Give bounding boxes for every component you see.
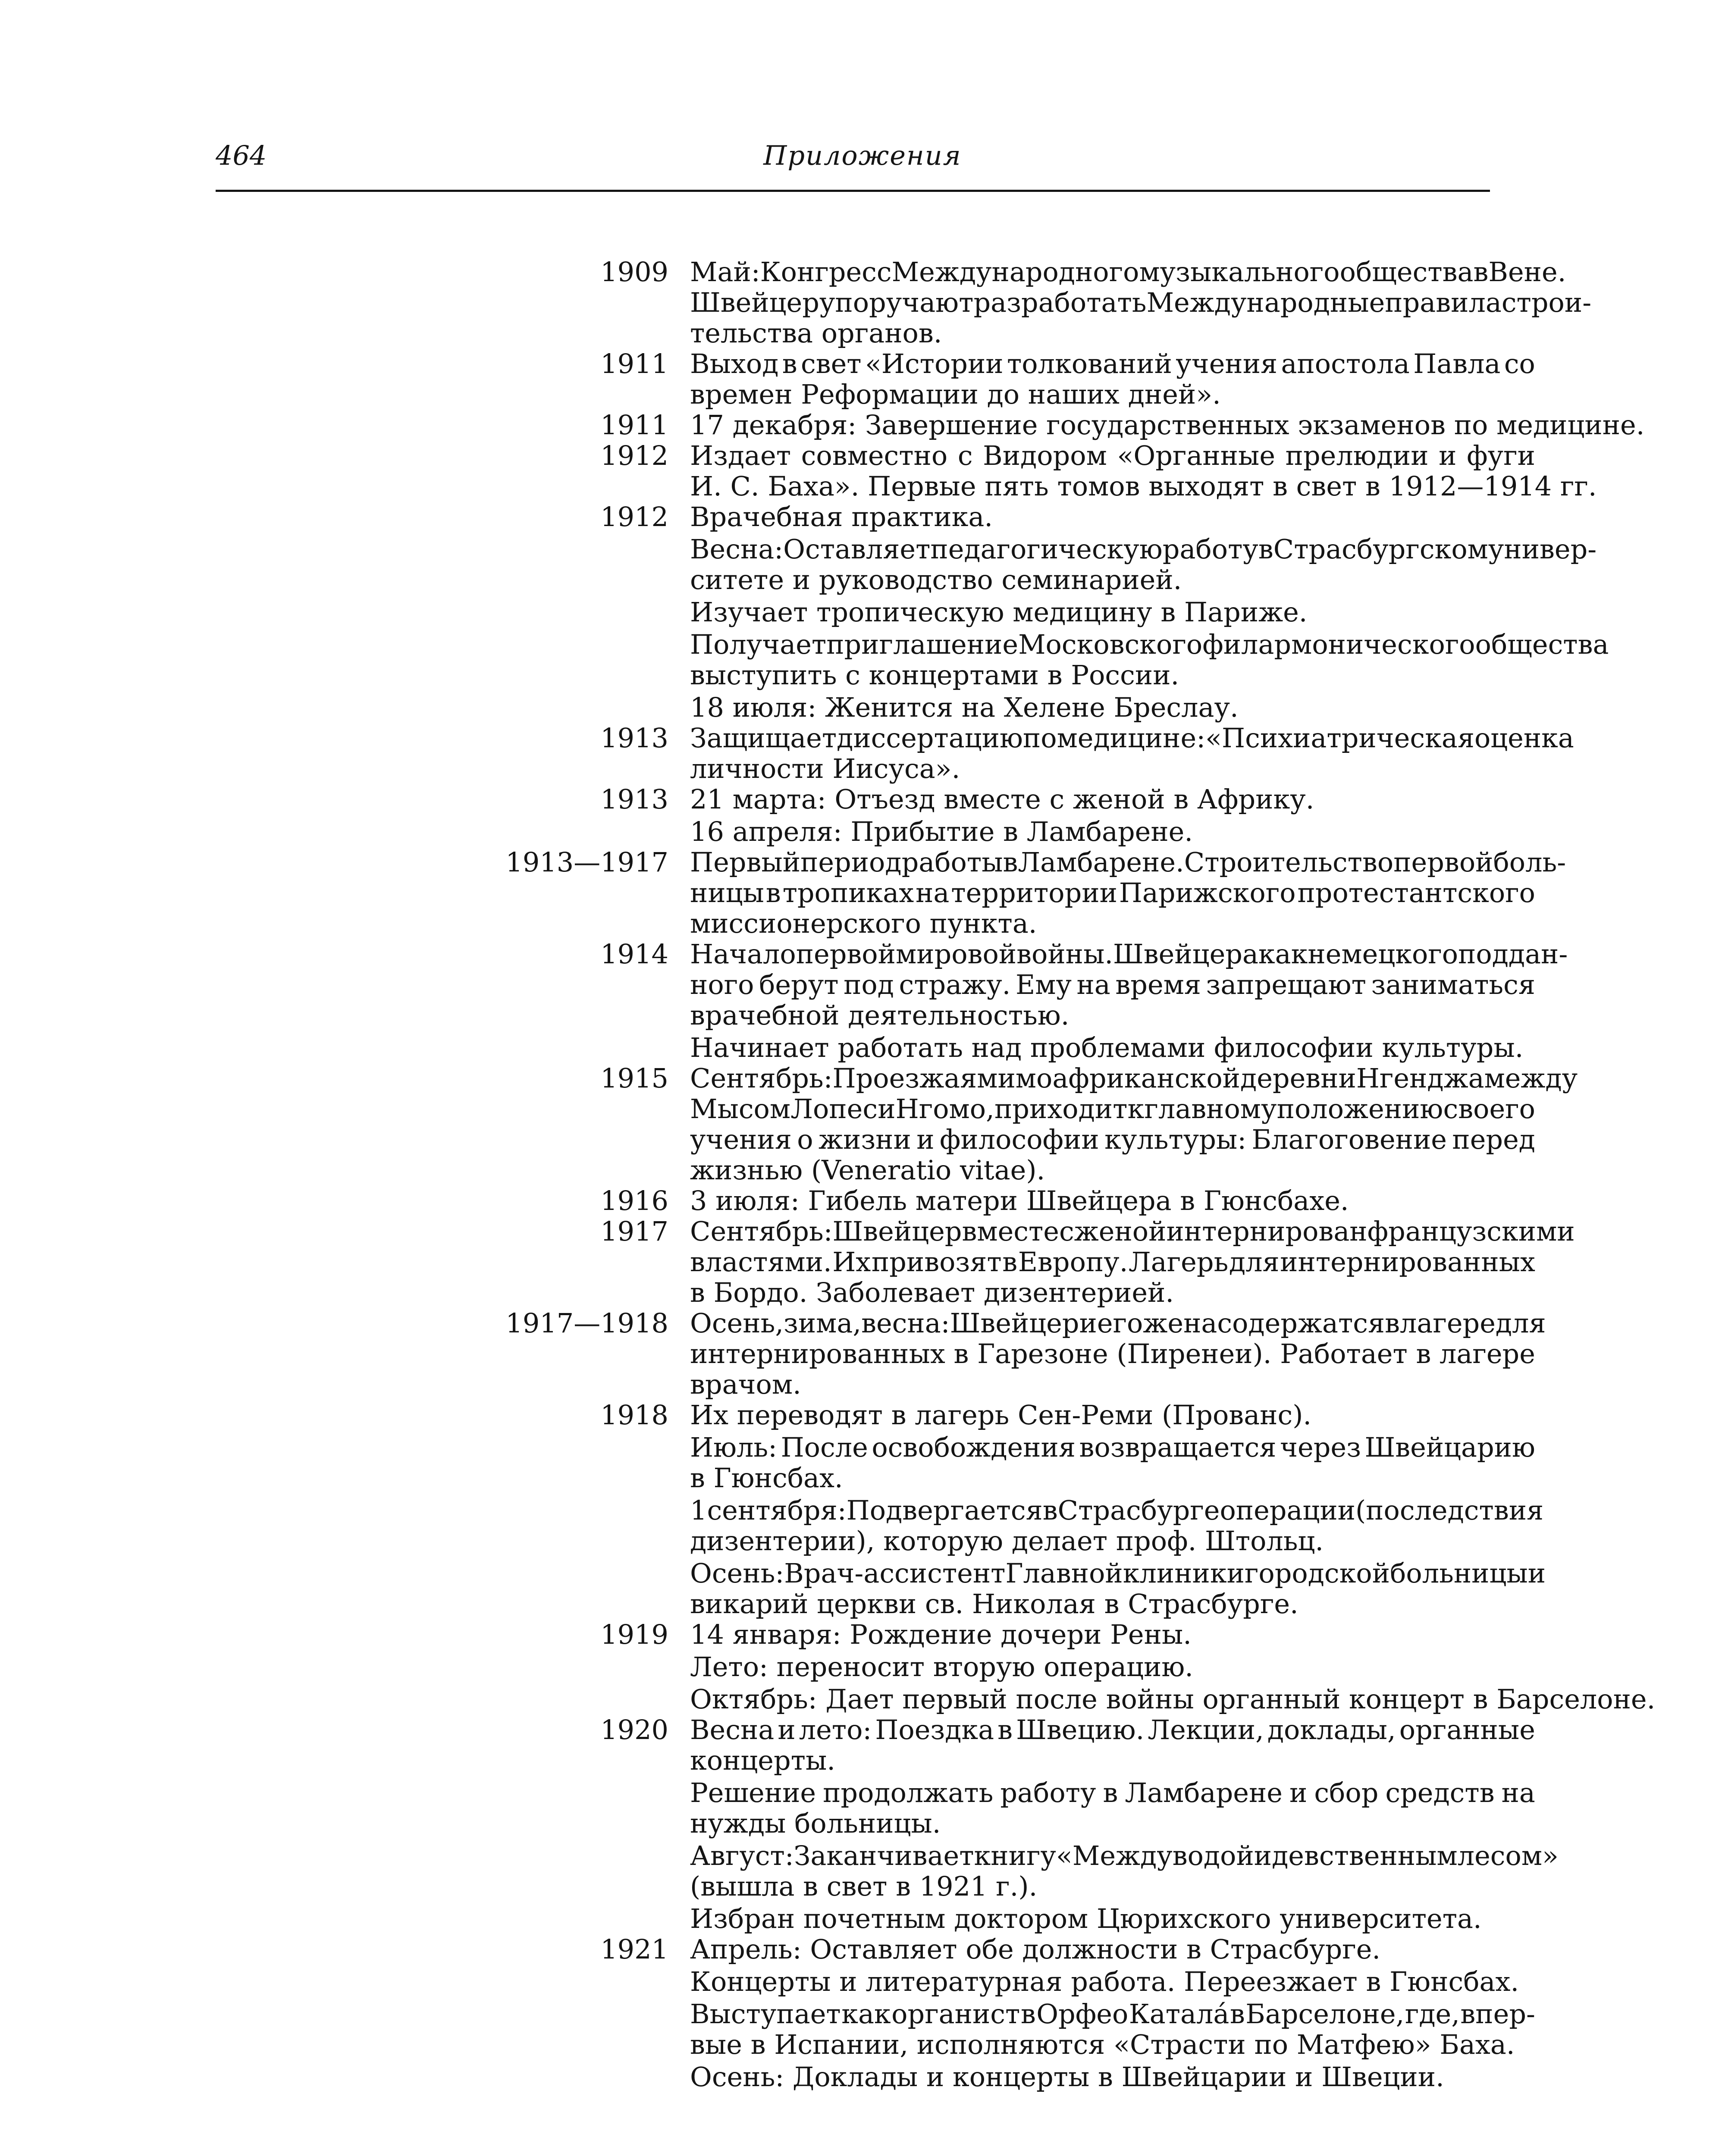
- text-line: Начинает работать над проблемами философии культуры.: [690, 1032, 1524, 1063]
- entry-year: 1913: [600, 722, 668, 754]
- entry-paragraph: [690, 1714, 1535, 1776]
- running-title: Приложения: [763, 140, 962, 171]
- chronology-entry: [259, 256, 1592, 349]
- text-line: интернированных в Гарезоне (Пиренеи). Работает в лагере: [690, 1338, 1535, 1369]
- entry-paragraph: [690, 1307, 1546, 1400]
- entry-paragraph: [690, 597, 1535, 627]
- text-line: 1 сентября: Подвергается в Страсбурге операции (последствия: [690, 1495, 1544, 1526]
- page-number: 464: [216, 140, 267, 171]
- entry-text: [690, 1934, 1535, 2092]
- chronology-entry: [259, 1714, 1559, 1934]
- entry-text: [690, 256, 1592, 349]
- text-line: И. С. Баха». Первые пять томов выходят в свет в 1912—1914 гг.: [690, 470, 1597, 502]
- entry-text: [690, 938, 1568, 1063]
- text-line: Осень: Доклады и концерты в Швейцарии и Швеции.: [690, 2061, 1444, 2093]
- text-line: Осень, зима, весна: Швейцер и его жена содержатся в лагере для: [690, 1307, 1546, 1339]
- entry-paragraph: [690, 1495, 1544, 1557]
- entry-text: [690, 1185, 1535, 1216]
- entry-text: [690, 1216, 1575, 1308]
- text-line: Май: Конгресс Международного музыкального общества в Вене.: [690, 256, 1566, 288]
- entry-year: 1920: [600, 1714, 668, 1745]
- text-line: Швейцеру поручают разработать Международные правила строи-: [690, 287, 1592, 318]
- chronology-entry: [259, 938, 1568, 1063]
- entry-text: [690, 722, 1574, 784]
- chronology-entry: [259, 440, 1597, 502]
- text-line: учения о жизни и философии культуры: Благоговение перед: [690, 1124, 1535, 1155]
- entry-paragraph: [690, 1777, 1535, 1839]
- entry-paragraph: [690, 1432, 1535, 1493]
- text-line: ницы в тропиках на территории Парижского протестантского: [690, 877, 1535, 909]
- text-line: Осень: Врач-ассистент Главной клиники городской больницы и: [690, 1557, 1546, 1589]
- entry-paragraph: [690, 938, 1568, 1031]
- text-line: Начало первой мировой войны. Швейцера как немецкого поддан-: [690, 938, 1568, 970]
- entry-paragraph: [690, 1400, 1535, 1430]
- entry-text: [690, 784, 1535, 847]
- text-line: тельства органов.: [690, 317, 942, 349]
- entry-paragraph: [690, 1185, 1535, 1216]
- text-line: ситете и руководство семинарией.: [690, 564, 1182, 595]
- text-line: Получает приглашение Московского филармонического общества: [690, 629, 1609, 660]
- entry-text: [690, 440, 1597, 502]
- chronology-entry: [259, 348, 1535, 410]
- entry-year: 1913: [600, 783, 668, 815]
- entry-year: 1915: [600, 1062, 668, 1094]
- text-line: Выступает как органист в Орфео Катала́ в Барселоне, где, впер-: [690, 1998, 1535, 2030]
- entry-paragraph: [690, 1903, 1535, 1934]
- entry-year: 1919: [600, 1619, 668, 1650]
- text-line: властями. Их привозят в Европу. Лагерь для интернированных: [690, 1246, 1535, 1278]
- text-line: 18 июля: Женится на Хелене Бреслау.: [690, 692, 1239, 723]
- text-line: Мысом Лопес и Нгомо, приходит к главному положению своего: [690, 1093, 1535, 1125]
- chronology-list: [259, 256, 1656, 2093]
- entry-paragraph: [690, 1683, 1656, 1715]
- entry-paragraph: [690, 440, 1597, 502]
- entry-paragraph: [690, 533, 1597, 595]
- entry-year: 1918: [600, 1399, 668, 1431]
- chronology-entry: [259, 501, 1609, 723]
- text-line: Апрель: Оставляет обе должности в Страсбурге.: [690, 1934, 1381, 1965]
- text-line: Сентябрь: Швейцер вместе с женой интернирован французскими: [690, 1216, 1575, 1247]
- entry-paragraph: [690, 1999, 1535, 2060]
- entry-paragraph: [690, 1032, 1535, 1063]
- entry-year: 1921: [600, 1934, 668, 1965]
- chronology-entry: [259, 1307, 1546, 1400]
- text-line: врачебной деятельностью.: [690, 1000, 1070, 1031]
- text-line: врачом.: [690, 1369, 801, 1400]
- chronology-entry: [259, 1934, 1535, 2092]
- text-line: Концерты и литературная работа. Переезжает в Гюнсбах.: [690, 1966, 1519, 1997]
- entry-paragraph: [690, 256, 1592, 349]
- text-line: Октябрь: Дает первый после войны органный концерт в Барселоне.: [690, 1683, 1656, 1715]
- entry-paragraph: [690, 409, 1645, 441]
- entry-paragraph: [690, 1619, 1535, 1650]
- text-line: (вышла в свет в 1921 г.).: [690, 1871, 1038, 1902]
- text-line: Решение продолжать работу в Ламбарене и сбор средств на: [690, 1777, 1535, 1808]
- text-line: Первый период работы в Ламбарене. Строительство первой боль-: [690, 846, 1566, 878]
- text-line: Изучает тропическую медицину в Париже.: [690, 596, 1308, 628]
- text-line: Весна и лето: Поездка в Швецию. Лекции, доклады, органные: [690, 1714, 1535, 1745]
- entry-text: [690, 409, 1645, 441]
- text-line: Защищает диссертацию по медицине: «Психиатрическая оценка: [690, 722, 1574, 754]
- text-line: в Гюнсбах.: [690, 1462, 843, 1494]
- text-line: жизнью (Veneratio vitae).: [690, 1154, 1045, 1186]
- entry-paragraph: [690, 846, 1566, 939]
- entry-year: 1912: [600, 501, 668, 533]
- entry-paragraph: [690, 1840, 1559, 1902]
- text-line: Издает совместно с Видором «Органные прелюдии и фуги: [690, 440, 1535, 471]
- entry-paragraph: [690, 1651, 1535, 1682]
- entry-paragraph: [690, 1062, 1578, 1186]
- header-rule: [216, 190, 1490, 192]
- chronology-entry: [259, 846, 1566, 939]
- chronology-entry: [259, 784, 1535, 847]
- entry-year: 1914: [600, 938, 668, 970]
- entry-paragraph: [690, 784, 1535, 815]
- chronology-entry: [259, 1062, 1578, 1186]
- entry-paragraph: [690, 1934, 1535, 1965]
- entry-paragraph: [690, 629, 1609, 691]
- entry-year: 1909: [600, 256, 668, 288]
- text-line: личности Иисуса».: [690, 753, 960, 784]
- entry-year: 1911: [600, 348, 668, 379]
- text-line: 17 декабря: Завершение государственных экзаменов по медицине.: [690, 409, 1645, 441]
- chronology-entry: [259, 1619, 1656, 1715]
- entry-text: [690, 501, 1609, 723]
- entry-year: 1913—1917: [505, 846, 668, 878]
- text-line: 3 июля: Гибель матери Швейцера в Гюнсбахе.: [690, 1185, 1349, 1216]
- entry-text: [690, 1714, 1559, 1934]
- text-line: 16 апреля: Прибытие в Ламбарене.: [690, 816, 1193, 847]
- text-line: Врачебная практика.: [690, 501, 993, 533]
- chronology-entry: [259, 409, 1645, 441]
- entry-paragraph: [690, 1966, 1535, 1997]
- entry-year: 1911: [600, 409, 668, 441]
- text-line: дизентерии), которую делает проф. Штольц.: [690, 1525, 1324, 1557]
- entry-text: [690, 1399, 1546, 1620]
- text-line: Их переводят в лагерь Сен-Реми (Прованс).: [690, 1399, 1312, 1431]
- entry-paragraph: [690, 348, 1535, 410]
- text-line: ного берут под стражу. Ему на время запрещают заниматься: [690, 969, 1535, 1000]
- text-line: Сентябрь: Проезжая мимо африканской деревни Нгенджа между: [690, 1062, 1578, 1094]
- entry-text: [690, 1619, 1656, 1715]
- entry-text: [690, 1307, 1546, 1400]
- text-line: миссионерского пункта.: [690, 908, 1037, 939]
- entry-year: 1917—1918: [505, 1307, 668, 1339]
- entry-year: 1912: [600, 440, 668, 471]
- entry-paragraph: [690, 501, 1535, 532]
- entry-year: 1917: [600, 1216, 668, 1247]
- entry-paragraph: [690, 692, 1535, 723]
- text-line: Лето: переносит вторую операцию.: [690, 1651, 1194, 1683]
- text-line: викарий церкви св. Николая в Страсбурге.: [690, 1588, 1298, 1620]
- chronology-entry: [259, 722, 1574, 784]
- chronology-entry: [259, 1185, 1535, 1216]
- text-line: Избран почетным доктором Цюрихского университета.: [690, 1903, 1482, 1934]
- chronology-entry: [259, 1216, 1575, 1308]
- text-line: времен Реформации до наших дней».: [690, 379, 1221, 410]
- entry-paragraph: [690, 816, 1535, 847]
- entry-paragraph: [690, 722, 1574, 784]
- text-line: концерты.: [690, 1745, 836, 1776]
- text-line: 21 марта: Отъезд вместе с женой в Африку.: [690, 783, 1314, 815]
- entry-year: 1916: [600, 1185, 668, 1216]
- text-line: 14 января: Рождение дочери Рены.: [690, 1619, 1192, 1650]
- entry-text: [690, 348, 1535, 410]
- text-line: в Бордо. Заболевает дизентерией.: [690, 1277, 1174, 1308]
- entry-paragraph: [690, 2062, 1535, 2092]
- text-line: вые в Испании, исполняются «Страсти по Матфею» Баха.: [690, 2029, 1515, 2060]
- entry-text: [690, 1062, 1578, 1186]
- text-line: Выход в свет «Истории толкований учения апостола Павла со: [690, 348, 1535, 379]
- text-line: нужды больницы.: [690, 1808, 941, 1839]
- entry-paragraph: [690, 1216, 1575, 1308]
- chronology-entry: [259, 1399, 1546, 1620]
- text-line: выступить с концертами в России.: [690, 659, 1179, 691]
- text-line: Август: Заканчивает книгу «Между водой и девственным лесом»: [690, 1840, 1559, 1871]
- text-line: Весна: Оставляет педагогическую работу в Страсбургском универ-: [690, 533, 1597, 565]
- text-line: Июль: После освобождения возвращается через Швейцарию: [690, 1432, 1535, 1463]
- entry-text: [690, 846, 1566, 939]
- entry-paragraph: [690, 1557, 1546, 1620]
